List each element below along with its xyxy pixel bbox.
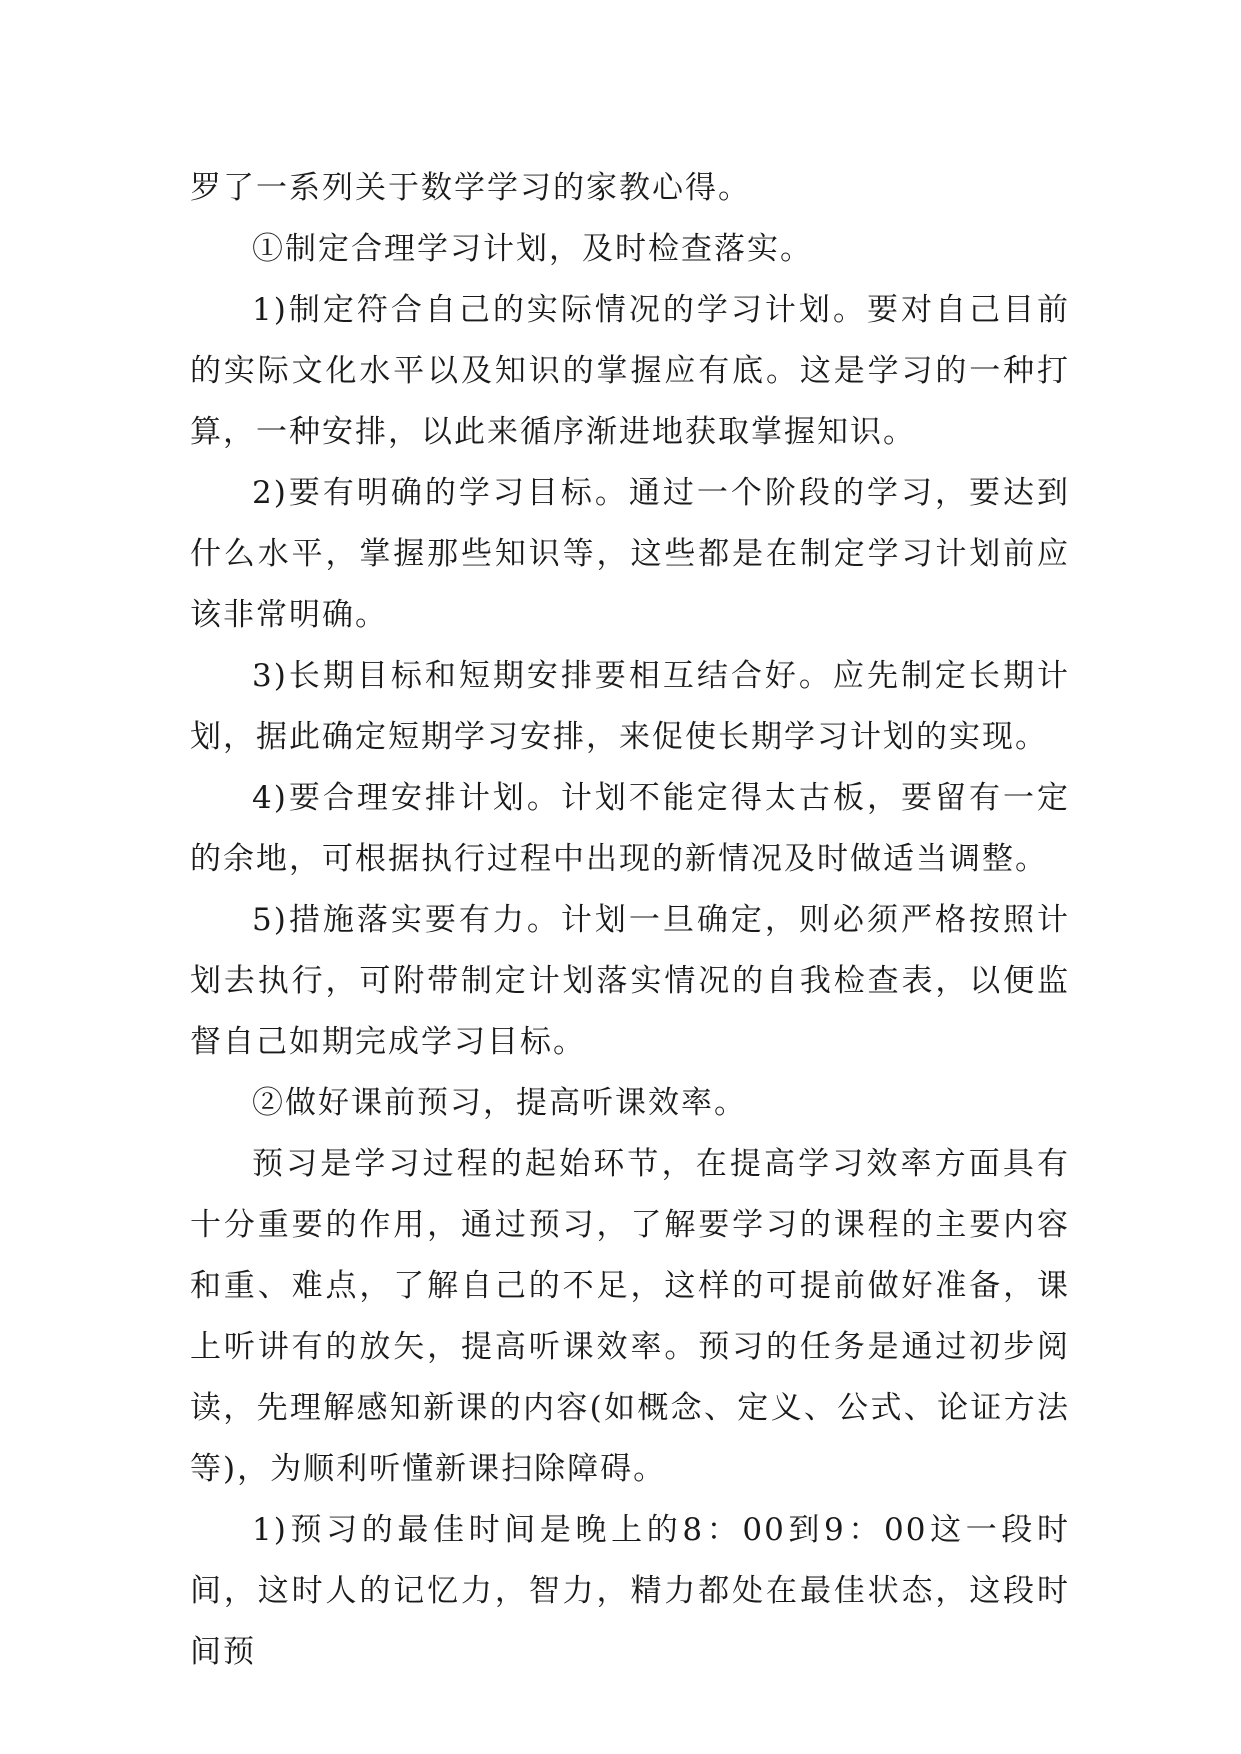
paragraph-preview-intro: 预习是学习过程的起始环节，在提高学习效率方面具有十分重要的作用，通过预习，了解要学习的课程的主要内容和重、难点，了解自己的不足，这样的可提前做好准备，课上听讲有的放矢，提高听课效率。预习的任务是通过初步阅读，先理解感知新课的内容(如概念、定义、公式、论证方法等)，为顺利听懂新课扫除障碍。	[190, 1146, 1070, 1487]
paragraph-item-1-3: 3)长期目标和短期安排要相互结合好。应先制定长期计划，据此确定短期学习安排，来促使长期学习计划的实现。	[190, 658, 1070, 755]
paragraph-heading-1: ①制定合理学习计划，及时检查落实。	[252, 231, 813, 267]
paragraph-item-2-1: 1)预习的最佳时间是晚上的8：00到9：00这一段时间，这时人的记忆力，智力，精力都处在最佳状态，这段时间预	[190, 1512, 1070, 1670]
paragraph-item-1-4: 4)要合理安排计划。计划不能定得太古板，要留有一定的余地，可根据执行过程中出现的新情况及时做适当调整。	[190, 780, 1070, 877]
paragraph-item-1-1: 1)制定符合自己的实际情况的学习计划。要对自己目前的实际文化水平以及知识的掌握应有底。这是学习的一种打算，一种安排，以此来循序渐进地获取掌握知识。	[190, 292, 1070, 450]
paragraph-continuation: 罗了一系列关于数学学习的家教心得。	[190, 170, 751, 206]
paragraph-item-1-2: 2)要有明确的学习目标。通过一个阶段的学习，要达到什么水平，掌握那些知识等，这些都是在制定学习计划前应该非常明确。	[190, 475, 1070, 633]
body-text	[190, 158, 1070, 1683]
paragraph-heading-2: ②做好课前预习，提高听课效率。	[252, 1085, 747, 1121]
paragraph-item-1-5: 5)措施落实要有力。计划一旦确定，则必须严格按照计划去执行，可附带制定计划落实情况的自我检查表，以便监督自己如期完成学习目标。	[190, 902, 1070, 1060]
